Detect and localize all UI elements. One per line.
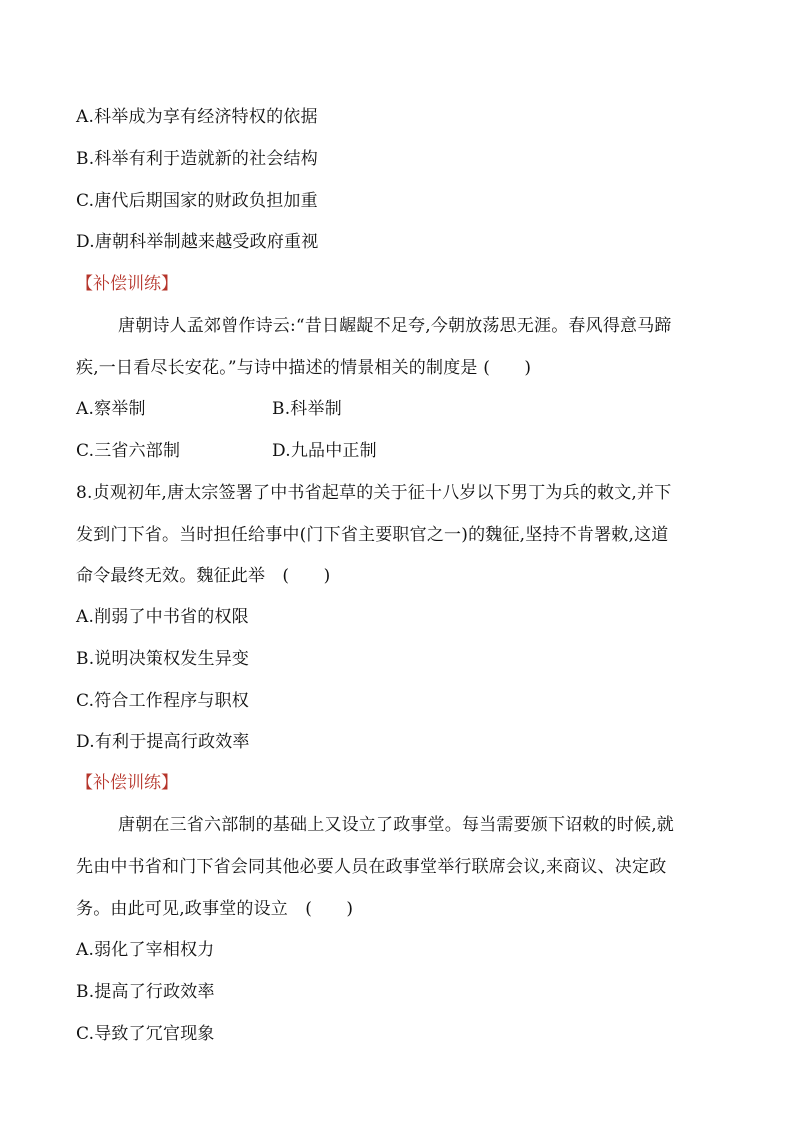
practice-stem-line: 唐朝在三省六部制的基础上又设立了政事堂。每当需要颁下诏敕的时候,就 xyxy=(118,815,675,835)
option-d: D.九品中正制 xyxy=(272,441,377,461)
option-d: D.有利于提高行政效率 xyxy=(76,732,250,752)
option-a: A.察举制 xyxy=(76,399,146,419)
option-c: C.三省六部制 xyxy=(76,441,181,461)
option-a: A.削弱了中书省的权限 xyxy=(76,607,249,627)
option-d: D.唐朝科举制越来越受政府重视 xyxy=(76,232,319,252)
option-b: B.说明决策权发生异变 xyxy=(76,649,250,669)
option-b: B.科举制 xyxy=(272,399,342,419)
option-b: B.提高了行政效率 xyxy=(76,982,215,1002)
practice-tag: 【补偿训练】 xyxy=(76,773,178,793)
option-c: C.导致了冗官现象 xyxy=(76,1024,215,1044)
question-8-line: 命令最终无效。魏征此举 ( ) xyxy=(76,566,331,586)
practice-tag: 【补偿训练】 xyxy=(76,274,178,294)
question-8-line: 8.贞观初年,唐太宗签署了中书省起草的关于征十八岁以下男丁为兵的敕文,并下 xyxy=(76,483,672,503)
option-c: C.符合工作程序与职权 xyxy=(76,691,250,711)
practice-stem-line: 唐朝诗人孟郊曾作诗云:“昔日龌龊不足夸,今朝放荡思无涯。春风得意马蹄 xyxy=(118,316,672,336)
option-c: C.唐代后期国家的财政负担加重 xyxy=(76,191,318,211)
practice-stem-line: 疾,一日看尽长安花。”与诗中描述的情景相关的制度是 ( ) xyxy=(76,358,532,378)
option-b: B.科举有利于造就新的社会结构 xyxy=(76,149,318,169)
option-a: A.科举成为享有经济特权的依据 xyxy=(76,107,318,127)
question-8-line: 发到门下省。当时担任给事中(门下省主要职官之一)的魏征,坚持不肯署敕,这道 xyxy=(76,525,669,545)
option-a: A.弱化了宰相权力 xyxy=(76,940,215,960)
practice-stem-line: 务。由此可见,政事堂的设立 ( ) xyxy=(76,899,354,919)
practice-stem-line: 先由中书省和门下省会同其他必要人员在政事堂举行联席会议,来商议、决定政 xyxy=(76,857,667,877)
